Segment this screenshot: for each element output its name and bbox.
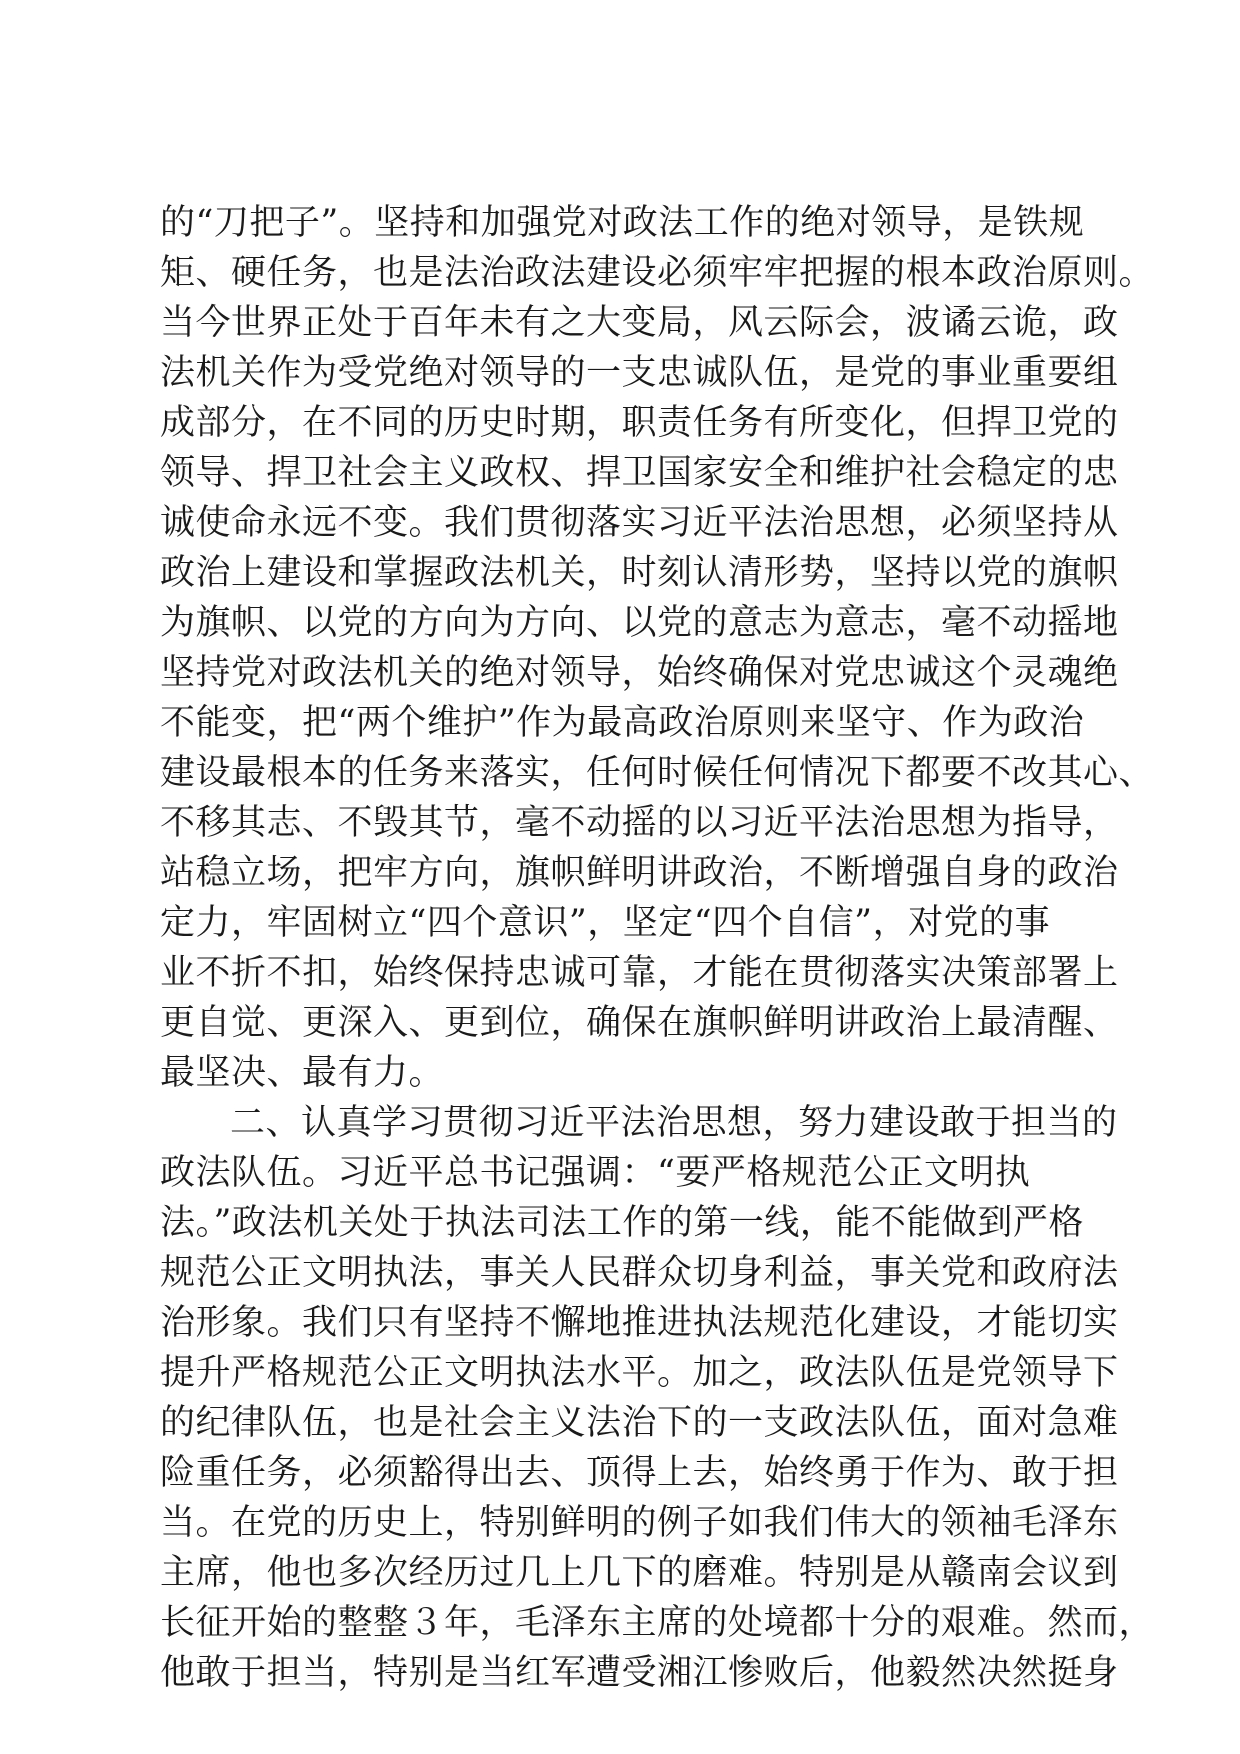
text-line: 的“刀把子”。坚持和加强党对政法工作的绝对领导，是铁规 — [160, 203, 1085, 243]
text-line: 为旗帜、以党的方向为方向、以党的意志为意志，毫不动摇地 — [160, 603, 1119, 643]
text-line: 的纪律队伍，也是社会主义法治下的一支政法队伍，面对急难 — [160, 1403, 1119, 1443]
paragraph-start-line: 二、认真学习贯彻习近平法治思想，努力建设敢于担当的 — [230, 1103, 1118, 1143]
text-line: 不移其志、不毁其节，毫不动摇的以习近平法治思想为指导， — [160, 803, 1119, 843]
text-line: 诚使命永远不变。我们贯彻落实习近平法治思想，必须坚持从 — [160, 503, 1119, 543]
text-line: 长征开始的整整３年，毛泽东主席的处境都十分的艰难。然而， — [160, 1603, 1155, 1643]
text-line: 不能变，把“两个维护”作为最高政治原则来坚守、作为政治 — [160, 703, 1085, 743]
text-line: 站稳立场，把牢方向，旗帜鲜明讲政治，不断增强自身的政治 — [160, 853, 1119, 893]
text-line: 定力，牢固树立“四个意识”，坚定“四个自信”，对党的事 — [160, 903, 1051, 943]
text-line: 规范公正文明执法，事关人民群众切身利益，事关党和政府法 — [160, 1253, 1119, 1293]
text-line: 法机关作为受党绝对领导的一支忠诚队伍，是党的事业重要组 — [160, 353, 1119, 393]
text-line: 建设最根本的任务来落实，任何时候任何情况下都要不改其心、 — [160, 753, 1155, 793]
text-line: 最坚决、最有力。 — [160, 1053, 445, 1093]
text-line: 治形象。我们只有坚持不懈地推进执法规范化建设，才能切实 — [160, 1303, 1119, 1343]
body-text — [160, 198, 1155, 1698]
text-line: 提升严格规范公正文明执法水平。加之，政法队伍是党领导下 — [160, 1353, 1119, 1393]
text-line: 领导、捍卫社会主义政权、捍卫国家安全和维护社会稳定的忠 — [160, 453, 1119, 493]
text-line: 当今世界正处于百年未有之大变局，风云际会，波谲云诡，政 — [160, 303, 1119, 343]
text-line: 法。”政法机关处于执法司法工作的第一线，能不能做到严格 — [160, 1203, 1084, 1243]
text-line: 当。在党的历史上，特别鲜明的例子如我们伟大的领袖毛泽东 — [160, 1503, 1119, 1543]
text-line: 主席，他也多次经历过几上几下的磨难。特别是从赣南会议到 — [160, 1553, 1119, 1593]
text-line: 坚持党对政法机关的绝对领导，始终确保对党忠诚这个灵魂绝 — [160, 653, 1119, 693]
text-line: 业不折不扣，始终保持忠诚可靠，才能在贯彻落实决策部署上 — [160, 953, 1119, 993]
text-line: 矩、硬任务，也是法治政法建设必须牢牢把握的根本政治原则。 — [160, 253, 1155, 293]
text-line: 他敢于担当，特别是当红军遭受湘江惨败后，他毅然决然挺身 — [160, 1653, 1119, 1693]
text-line: 政法队伍。习近平总书记强调：“要严格规范公正文明执 — [160, 1153, 1031, 1193]
text-line: 政治上建设和掌握政法机关，时刻认清形势，坚持以党的旗帜 — [160, 553, 1119, 593]
text-line: 更自觉、更深入、更到位，确保在旗帜鲜明讲政治上最清醒、 — [160, 1003, 1119, 1043]
text-line: 险重任务，必须豁得出去、顶得上去，始终勇于作为、敢于担 — [160, 1453, 1119, 1493]
text-line: 成部分，在不同的历史时期，职责任务有所变化，但捍卫党的 — [160, 403, 1119, 443]
